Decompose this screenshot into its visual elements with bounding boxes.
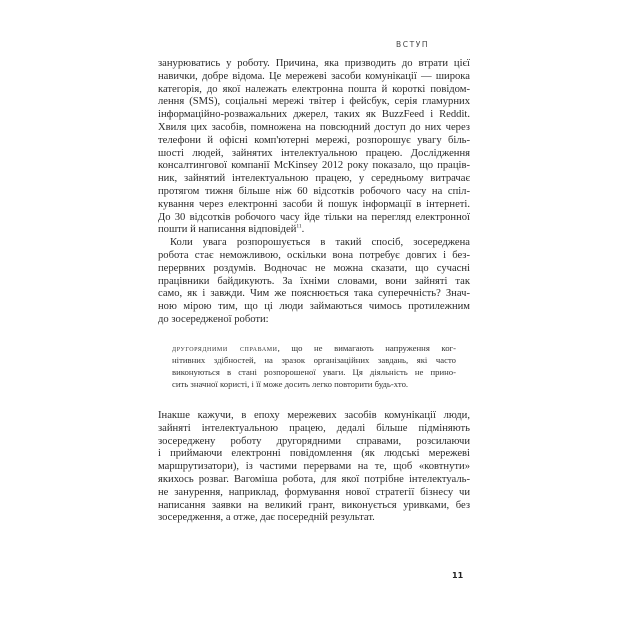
text-line: не занурення, наприклад, формування нової стратегії бізнесу чи <box>158 486 470 498</box>
quote-line <box>172 343 456 353</box>
text-line: ною мірою тим, що ці люди займаються чимось протилежним <box>158 301 470 313</box>
text-line: зайняті інтелектуальною працею, дедалі більше підміняють <box>158 422 470 434</box>
text-line <box>158 224 470 236</box>
text-line: До 30 відсотків робочого часу йде тільки на перегляд електронної <box>158 211 470 223</box>
text-line: зосередження, а отже, дає посередній результат. <box>158 512 375 524</box>
text-line: перервних роздумів. Водночас не можна сказати, що сучасні <box>158 262 470 274</box>
text-line: до зосередженої роботи: <box>158 314 269 325</box>
text-line: написання заявки на великий грант, виконується уривками, без <box>158 499 470 511</box>
text-line: інформаційно-розважальних джерел, таких як BuzzFeed і Reddit. <box>158 109 470 121</box>
text-line: і приймаючи електронні повідомлення (як людські мережеві <box>158 448 470 460</box>
text-line: зосереджену роботу другорядними справами, розсилаючи <box>158 435 470 447</box>
page-number: 11 <box>452 571 464 580</box>
text-line: якихось розваг. Вагоміша робота, для якої потрібне інтелектуаль- <box>158 474 470 485</box>
text-line: Інакше кажучи, в епоху мережевих засобів комунікації люди, <box>158 410 470 421</box>
text-line: маршрутизатори), із частими перервами на те, щоб «ковтнути» <box>158 461 470 473</box>
text-line: консалтингової компанії McKinsey 2012 року показало, що праців- <box>158 160 470 172</box>
quote-term: другорядними справами <box>172 343 278 353</box>
text-line: категорія, до якої належать електронна пошта й короткі повідом- <box>158 83 470 95</box>
quote-line: сить значної користі, і її може досить легко повторити будь-хто. <box>172 379 409 389</box>
text-line-content: пошти й написання відповідей <box>158 224 297 236</box>
text-line: протягом тижня більше ніж 60 відсотків робочого часу на спіл- <box>158 186 470 197</box>
text-line: само, як і завжди. Чим же пояснюється така суперечність? Знач- <box>158 288 470 300</box>
text-line: Коли увага розпорошується в такий спосіб, зосереджена <box>170 237 470 249</box>
quote-line-content: , що не вимагають напруження ког- <box>277 343 456 353</box>
text-line: ник, зайнятий інтелектуальною працею, у середньому витрачає <box>158 173 470 185</box>
text-line: працівники байдикують. За їхніми словами, вони зайняті так <box>158 275 470 287</box>
text-line: шості людей, зайнятих інтелектуальною працею. Дослідження <box>158 147 470 159</box>
text-line: кування через електронні засоби й пошук інформації в інтернеті. <box>158 198 470 210</box>
footnote-reference[interactable]: 11 <box>296 223 302 230</box>
quote-line: нітивних здібностей, на зразок організаційних завдань, які часто <box>172 355 456 365</box>
text-line: навички, добре відома. Це мережеві засоби комунікації — широка <box>158 70 470 82</box>
text-line: лення (SMS), соціальні мережі твітер і фейсбук, серія гламурних <box>158 96 470 108</box>
quote-line: виконуються в стані розпорошеної уваги. Ця діяльність не прино- <box>172 367 456 377</box>
text-line: занурюватись у роботу. Причина, яка призводить до втрати цієї <box>158 58 470 69</box>
text-line: Хвиля цих засобів, помножена на повсюдний доступ до них через <box>158 122 470 133</box>
running-header: ВСТУП <box>396 40 430 49</box>
text-line: робота стає неможливою, оскільки вона потребує довгих і без- <box>158 250 470 261</box>
text-line: телефони й офісні комп'ютерні мережі, розпорошує увагу біль- <box>158 134 470 146</box>
period: . <box>301 224 305 236</box>
